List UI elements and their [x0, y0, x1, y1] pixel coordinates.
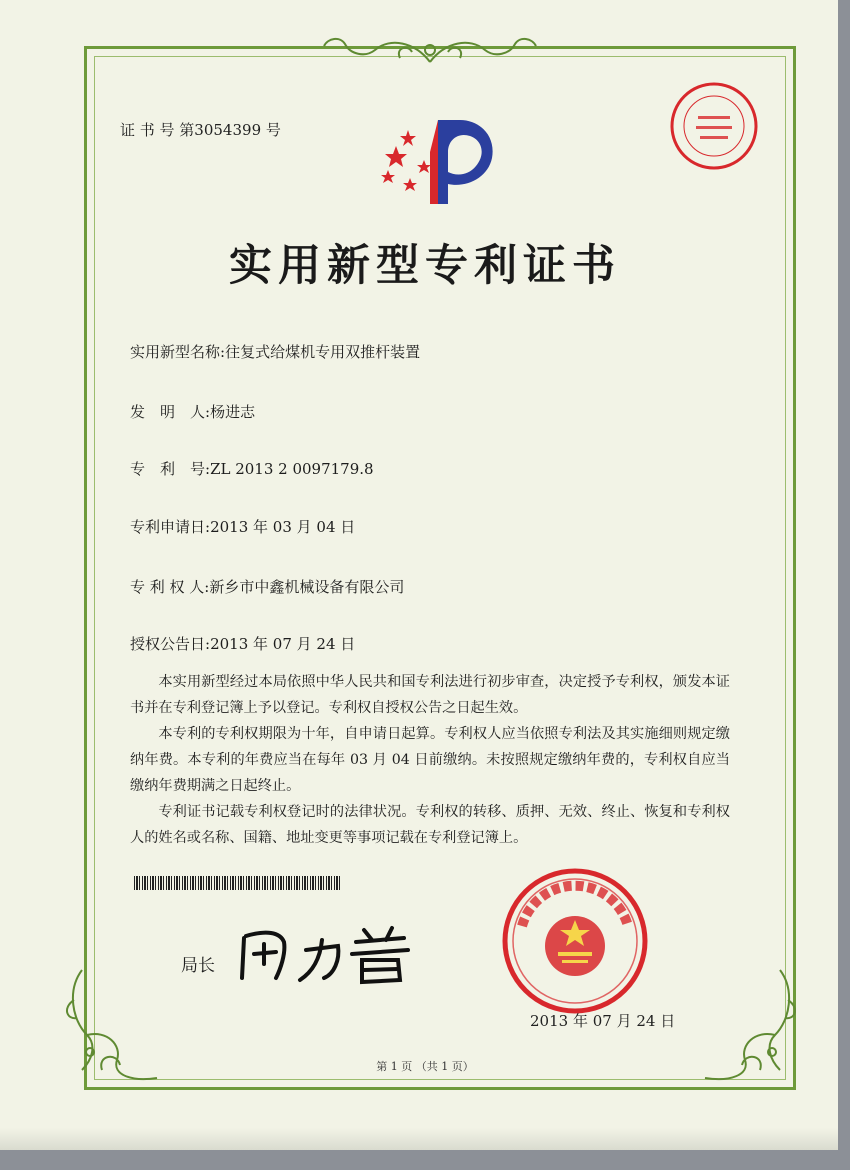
- filing-date-value: 2013 年 03 月 04 日: [210, 518, 356, 536]
- inventor-label: 发 明 人:: [130, 403, 211, 421]
- inventor-value: 杨进志: [210, 403, 256, 421]
- border-frame-inner: [94, 56, 786, 1080]
- state-ip-office-seal-icon: [500, 866, 650, 1016]
- patent-office-logo-icon: [376, 112, 506, 207]
- certificate-body: [130, 669, 730, 851]
- filing-date: [130, 516, 355, 537]
- seal-date: 2013 年 07 月 24 日: [530, 1012, 676, 1030]
- certificate-number: 证 书 号 第3054399 号: [120, 121, 281, 139]
- top-ornament-icon: [320, 32, 540, 72]
- body-paragraph-1: 本实用新型经过本局依照中华人民共和国专利法进行初步审查，决定授予专利权，颁发本证书并在专利登记簿上予以登记。专利权自授权公告之日起生效。: [130, 674, 730, 716]
- grant-date-label: 授权公告日:: [130, 635, 211, 653]
- director-label: 局长: [181, 956, 215, 976]
- utility-model-name-value: 往复式给煤机专用双推杆装置: [225, 343, 421, 361]
- utility-model-name: [130, 341, 420, 362]
- patentee: [130, 576, 404, 597]
- certificate-title: 实用新型专利证书: [229, 241, 621, 291]
- patent-number: [130, 458, 374, 479]
- filing-date-label: 专利申请日:: [130, 518, 211, 536]
- patentee-value: 新乡市中鑫机械设备有限公司: [209, 578, 405, 596]
- utility-model-name-label: 实用新型名称:: [130, 343, 226, 361]
- page-number: 第 1 页 （共 1 页）: [376, 1060, 474, 1073]
- body-paragraph-2: 本专利的专利权期限为十年，自申请日起算。专利权人应当依照专利法及其实施细则规定缴纳年费。本专利的年费应当在每年 03 月 04 日前缴纳。未按照规定缴纳年费的，专利权自应当缴纳年费期满之日起终止。: [130, 726, 730, 794]
- patentee-label: 专 利 权 人:: [130, 578, 210, 596]
- patent-number-label: 专 利 号:: [130, 460, 211, 478]
- director-signature-icon: [236, 920, 416, 990]
- page-edge-shadow: [0, 1128, 838, 1150]
- body-paragraph-3: 专利证书记载专利权登记时的法律状况。专利权的转移、质押、无效、终止、恢复和专利权人的姓名或名称、国籍、地址变更等事项记载在专利登记簿上。: [130, 804, 730, 846]
- tax-stamp-icon: [668, 80, 760, 172]
- grant-date-value: 2013 年 07 月 24 日: [210, 635, 356, 653]
- grant-date: [130, 633, 355, 654]
- inventor: [130, 401, 255, 422]
- patent-number-value: ZL 2013 2 0097179.8: [210, 460, 374, 478]
- barcode: [134, 876, 340, 890]
